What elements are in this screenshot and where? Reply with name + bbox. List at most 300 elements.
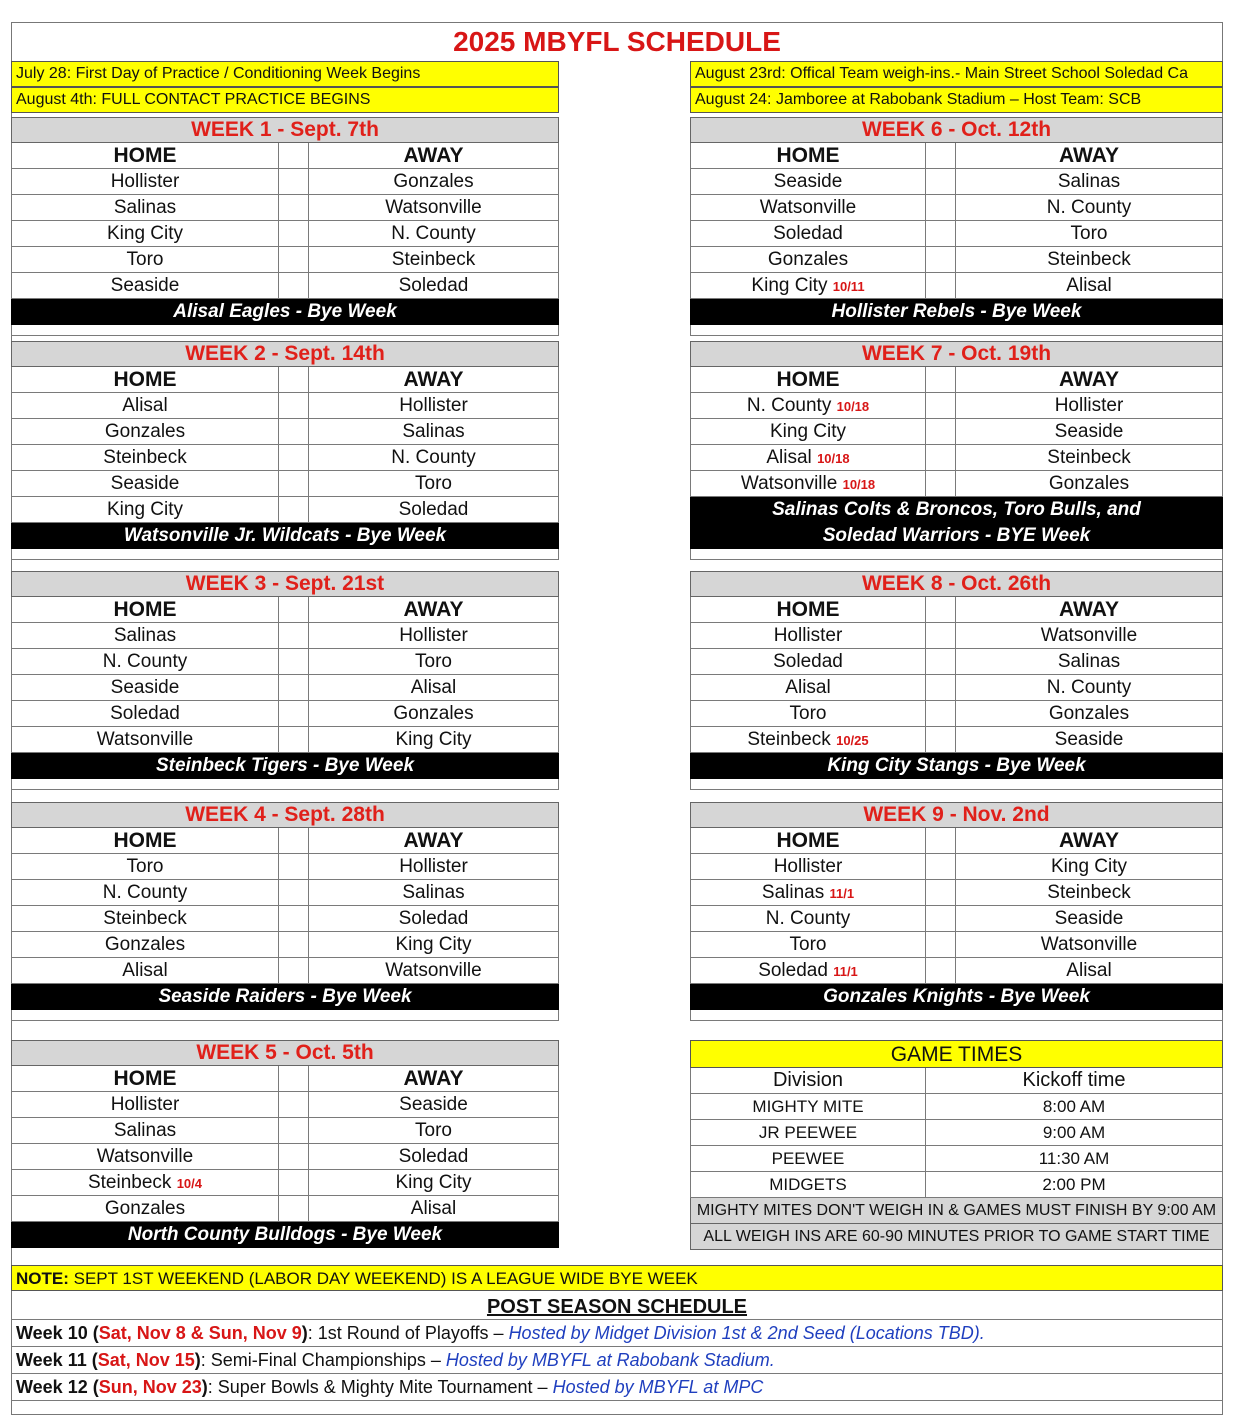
separator-cell: [925, 854, 955, 879]
home-team: [12, 1170, 278, 1195]
home-team: [691, 471, 925, 496]
division-cell: MIGHTY MITE: [752, 1097, 864, 1116]
week-title: WEEK 1 - Sept. 7th: [11, 117, 559, 143]
header-row: [690, 143, 1223, 169]
away-team: N. County: [955, 195, 1222, 220]
table-row: [690, 906, 1223, 932]
game-date-badge: 10/18: [842, 477, 876, 492]
post-season-row: Week 11 (Sat, Nov 15): Semi-Final Championships – Hosted by MBYFL at Rabobank Stadium.: [11, 1347, 1223, 1374]
home-team-name: Soledad: [773, 223, 843, 244]
table-row: [11, 727, 559, 753]
separator-cell: [925, 169, 955, 194]
home-team: [691, 727, 925, 752]
separator-cell: [278, 854, 308, 879]
table-row: [11, 932, 559, 958]
announcement-jamboree: August 24: Jamboree at Rabobank Stadium – Host Team: SCB: [690, 87, 1223, 113]
table-row: [11, 649, 559, 675]
home-team: [691, 649, 925, 674]
week-title: WEEK 9 - Nov. 2nd: [690, 802, 1223, 828]
home-team-name: Watsonville: [96, 729, 194, 750]
kickoff-cell: 2:00 PM: [925, 1172, 1222, 1197]
separator-cell: [925, 367, 955, 392]
post-season-schedule: [11, 1293, 1223, 1401]
week-8-table: [690, 571, 1223, 790]
table-row: [11, 221, 559, 247]
separator-cell: [278, 1170, 308, 1195]
home-team: [691, 623, 925, 648]
home-team-name: N. County: [765, 908, 851, 929]
table-row: [11, 195, 559, 221]
away-team: Alisal: [308, 675, 558, 700]
home-team-name: Steinbeck: [103, 447, 187, 468]
away-team: King City: [308, 1170, 558, 1195]
separator-cell: [278, 701, 308, 726]
header-row: [690, 367, 1223, 393]
separator-cell: [925, 906, 955, 931]
home-team: [12, 880, 278, 905]
home-team-name: Steinbeck: [87, 1172, 172, 1193]
home-team-name: Salinas: [761, 882, 825, 903]
table-row: [11, 906, 559, 932]
home-team: [12, 932, 278, 957]
away-header: AWAY: [955, 367, 1222, 392]
separator-cell: [925, 419, 955, 444]
bye-week-banner: Steinbeck Tigers - Bye Week: [11, 753, 559, 779]
home-header: HOME: [776, 829, 840, 852]
header-row: [690, 597, 1223, 623]
home-team: [691, 247, 925, 272]
kickoff-cell: 9:00 AM: [925, 1120, 1222, 1145]
table-row: [690, 1146, 1223, 1172]
page-title: 2025 MBYFL SCHEDULE: [453, 26, 781, 57]
home-team-name: Watsonville: [759, 197, 857, 218]
week-title: WEEK 8 - Oct. 26th: [690, 571, 1223, 597]
home-team: [691, 906, 925, 931]
table-row: [11, 445, 559, 471]
home-team: [12, 906, 278, 931]
home-team-name: King City: [106, 223, 184, 244]
away-team: Toro: [955, 221, 1222, 246]
home-team: [691, 445, 925, 470]
separator-cell: [925, 675, 955, 700]
home-team-name: Gonzales: [104, 934, 186, 955]
separator-cell: [925, 195, 955, 220]
away-team: Steinbeck: [308, 247, 558, 272]
away-team: Gonzales: [308, 701, 558, 726]
week-spacer: [11, 325, 559, 336]
week-3-table: [11, 571, 559, 790]
away-header: AWAY: [308, 367, 558, 392]
separator-cell: [925, 701, 955, 726]
separator-cell: [278, 445, 308, 470]
header-row: [690, 828, 1223, 854]
home-team: [12, 169, 278, 194]
home-team: [691, 169, 925, 194]
separator-cell: [925, 623, 955, 648]
home-team-name: Gonzales: [104, 1198, 186, 1219]
game-date-badge: 11/1: [833, 964, 858, 979]
separator-cell: [278, 623, 308, 648]
bye-week-line: Salinas Colts & Broncos, Toro Bulls, and: [772, 499, 1141, 520]
week-2-table: [11, 341, 559, 560]
home-team: [12, 497, 278, 522]
home-team: [691, 273, 925, 298]
home-team: [12, 419, 278, 444]
week-1-table: [11, 117, 559, 336]
separator-cell: [278, 143, 308, 168]
home-team: [691, 854, 925, 879]
home-team-name: Seaside: [110, 275, 180, 296]
separator-cell: [278, 1196, 308, 1221]
table-row: [690, 393, 1223, 419]
post-event: : Super Bowls & Mighty Mite Tournament –: [207, 1377, 553, 1397]
separator-cell: [278, 597, 308, 622]
away-team: Hollister: [955, 393, 1222, 418]
away-team: Gonzales: [308, 169, 558, 194]
home-team: [691, 393, 925, 418]
separator-cell: [925, 471, 955, 496]
away-header: AWAY: [308, 597, 558, 622]
week-spacer: [690, 325, 1223, 336]
bye-week-banner: Gonzales Knights - Bye Week: [690, 984, 1223, 1010]
away-team: Soledad: [308, 497, 558, 522]
home-team-name: Hollister: [110, 1094, 180, 1115]
separator-cell: [925, 932, 955, 957]
header-row: [11, 143, 559, 169]
away-team: N. County: [308, 445, 558, 470]
post-host: Hosted by MBYFL at MPC: [552, 1377, 764, 1397]
separator-cell: [278, 1118, 308, 1143]
announcement-full-contact: August 4th: FULL CONTACT PRACTICE BEGINS: [11, 87, 559, 113]
table-row: [11, 497, 559, 523]
home-team-name: N. County: [746, 395, 832, 416]
game-date-badge: 10/4: [176, 1176, 203, 1191]
away-team: Salinas: [308, 880, 558, 905]
away-team: Soledad: [308, 273, 558, 298]
game-times-note: ALL WEIGH INS ARE 60-90 MINUTES PRIOR TO GAME START TIME: [690, 1224, 1223, 1250]
bye-week-line: Soledad Warriors - BYE Week: [822, 525, 1091, 546]
week-spacer: [690, 1010, 1223, 1021]
post-week: Week 12: [16, 1377, 88, 1397]
game-times-note: MIGHTY MITES DON'T WEIGH IN & GAMES MUST FINISH BY 9:00 AM: [690, 1198, 1223, 1224]
home-team-name: Alisal: [785, 677, 831, 698]
bye-week-banner: [690, 497, 1223, 549]
home-team: [12, 1144, 278, 1169]
home-team: [12, 273, 278, 298]
league-note: [11, 1265, 1223, 1291]
away-team: Hollister: [308, 854, 558, 879]
kickoff-cell: 8:00 AM: [925, 1094, 1222, 1119]
week-spacer: [11, 1010, 559, 1021]
division-cell: JR PEEWEE: [758, 1123, 858, 1142]
home-team-name: Steinbeck: [103, 908, 187, 929]
away-team: Gonzales: [955, 701, 1222, 726]
post-event: : Semi-Final Championships –: [200, 1350, 446, 1370]
table-row: [690, 649, 1223, 675]
separator-cell: [925, 445, 955, 470]
separator-cell: [925, 221, 955, 246]
note-label: NOTE:: [16, 1269, 69, 1288]
home-team-name: Salinas: [113, 625, 177, 646]
division-cell: PEEWEE: [771, 1149, 845, 1168]
table-row: [11, 1144, 559, 1170]
separator-cell: [278, 649, 308, 674]
separator-cell: [278, 247, 308, 272]
away-team: Watsonville: [955, 932, 1222, 957]
bye-week-banner: Alisal Eagles - Bye Week: [11, 299, 559, 325]
home-team-name: Soledad: [773, 651, 843, 672]
table-row: [690, 727, 1223, 753]
away-team: Salinas: [308, 419, 558, 444]
home-team: [691, 958, 925, 983]
kickoff-cell: 11:30 AM: [925, 1146, 1222, 1171]
home-team: [12, 247, 278, 272]
table-row: [690, 1172, 1223, 1198]
home-team-name: Hollister: [773, 856, 843, 877]
table-row: [11, 393, 559, 419]
home-team: [12, 445, 278, 470]
home-team-name: Soledad: [110, 703, 180, 724]
separator-cell: [278, 471, 308, 496]
away-team: Toro: [308, 471, 558, 496]
table-row: [690, 247, 1223, 273]
header-row: [11, 597, 559, 623]
header-row: [11, 1066, 559, 1092]
away-team: Soledad: [308, 906, 558, 931]
game-date-badge: 10/11: [832, 279, 865, 294]
home-team: [691, 221, 925, 246]
away-team: Hollister: [308, 623, 558, 648]
separator-cell: [278, 727, 308, 752]
table-row: [690, 471, 1223, 497]
post-season-row: Week 10 (Sat, Nov 8 & Sun, Nov 9): 1st Round of Playoffs – Hosted by Midget Division 1st & 2nd Seed (Locations TBD).: [11, 1320, 1223, 1347]
table-row: [11, 701, 559, 727]
away-team: Steinbeck: [955, 445, 1222, 470]
separator-cell: [278, 221, 308, 246]
home-team-name: N. County: [102, 651, 188, 672]
home-team: [12, 675, 278, 700]
header-row: [11, 828, 559, 854]
home-team: [12, 727, 278, 752]
away-team: Watsonville: [308, 195, 558, 220]
separator-cell: [278, 906, 308, 931]
table-row: [11, 880, 559, 906]
post-dates: Sat, Nov 8 & Sun, Nov 9: [98, 1323, 302, 1343]
away-team: Alisal: [308, 1196, 558, 1221]
home-team-name: Toro: [789, 934, 827, 955]
table-row: [11, 273, 559, 299]
home-team-name: Alisal: [122, 395, 168, 416]
home-team: [691, 419, 925, 444]
week-5-table: [11, 1040, 559, 1248]
separator-cell: [278, 273, 308, 298]
post-event: : 1st Round of Playoffs –: [307, 1323, 509, 1343]
separator-cell: [925, 273, 955, 298]
away-header: AWAY: [955, 597, 1222, 622]
week-4-table: [11, 802, 559, 1021]
home-header: HOME: [776, 144, 840, 167]
table-row: [11, 1118, 559, 1144]
home-team: [691, 195, 925, 220]
away-team: Hollister: [308, 393, 558, 418]
table-row: [11, 247, 559, 273]
division-cell: MIDGETS: [769, 1175, 847, 1194]
separator-cell: [278, 1144, 308, 1169]
home-team: [12, 701, 278, 726]
week-spacer: [690, 779, 1223, 790]
away-team: King City: [955, 854, 1222, 879]
game-date-badge: 10/18: [817, 451, 850, 466]
separator-cell: [278, 195, 308, 220]
away-team: King City: [308, 932, 558, 957]
table-row: [11, 675, 559, 701]
home-header: HOME: [776, 368, 840, 391]
table-row: [690, 880, 1223, 906]
home-team-name: Toro: [789, 703, 827, 724]
away-team: Salinas: [955, 169, 1222, 194]
table-row: [690, 221, 1223, 247]
announcement-practice-start: July 28: First Day of Practice / Conditioning Week Begins: [11, 61, 559, 87]
home-team-name: King City: [769, 421, 847, 442]
separator-cell: [925, 958, 955, 983]
away-header: AWAY: [308, 828, 558, 853]
away-team: Soledad: [308, 1144, 558, 1169]
table-row: [690, 195, 1223, 221]
week-6-table: [690, 117, 1223, 336]
table-row: [690, 1094, 1223, 1120]
game-date-badge: 11/1: [829, 886, 855, 901]
week-spacer: [11, 779, 559, 790]
separator-cell: [925, 880, 955, 905]
separator-cell: [278, 497, 308, 522]
separator-cell: [925, 727, 955, 752]
separator-cell: [278, 393, 308, 418]
bye-week-banner: King City Stangs - Bye Week: [690, 753, 1223, 779]
home-team: [12, 1118, 278, 1143]
home-team-name: King City: [106, 499, 184, 520]
table-row: [690, 932, 1223, 958]
separator-cell: [278, 958, 308, 983]
home-team: [12, 623, 278, 648]
home-header: HOME: [113, 829, 177, 852]
home-team: [12, 958, 278, 983]
header-row: [11, 367, 559, 393]
table-row: [11, 1092, 559, 1118]
home-team: [12, 471, 278, 496]
table-row: [690, 419, 1223, 445]
away-team: Seaside: [955, 906, 1222, 931]
table-row: [690, 623, 1223, 649]
post-week: Week 11: [16, 1350, 87, 1370]
home-team-name: Alisal: [766, 447, 812, 468]
home-team: [12, 1196, 278, 1221]
home-team: [691, 701, 925, 726]
home-team-name: Watsonville: [96, 1146, 194, 1167]
week-spacer: [690, 549, 1223, 560]
home-team-name: Toro: [126, 856, 164, 877]
away-team: N. County: [308, 221, 558, 246]
away-team: Seaside: [955, 727, 1222, 752]
home-team-name: Steinbeck: [747, 729, 831, 750]
bye-week-banner: Seaside Raiders - Bye Week: [11, 984, 559, 1010]
table-row: [690, 273, 1223, 299]
separator-cell: [278, 419, 308, 444]
post-season-title: POST SEASON SCHEDULE: [11, 1293, 1223, 1320]
table-row: [690, 854, 1223, 880]
table-row: [11, 1170, 559, 1196]
home-team-name: Salinas: [113, 1120, 177, 1141]
table-row: [11, 1196, 559, 1222]
week-title: WEEK 2 - Sept. 14th: [11, 341, 559, 367]
separator-cell: [278, 675, 308, 700]
separator-cell: [278, 169, 308, 194]
home-header: HOME: [776, 598, 840, 621]
home-header: HOME: [113, 1067, 177, 1090]
home-team: [12, 1092, 278, 1117]
week-title: WEEK 3 - Sept. 21st: [11, 571, 559, 597]
home-team-name: Alisal: [122, 960, 168, 981]
separator-cell: [925, 247, 955, 272]
table-row: [11, 623, 559, 649]
separator-cell: [278, 828, 308, 853]
home-team: [12, 393, 278, 418]
away-team: Toro: [308, 649, 558, 674]
week-7-table: [690, 341, 1223, 560]
home-team-name: Toro: [126, 249, 164, 270]
table-row: [690, 675, 1223, 701]
home-team-name: Gonzales: [104, 421, 186, 442]
away-team: Toro: [308, 1118, 558, 1143]
table-row: [690, 445, 1223, 471]
week-spacer: [11, 549, 559, 560]
bye-week-banner: Watsonville Jr. Wildcats - Bye Week: [11, 523, 559, 549]
post-host: Hosted by Midget Division 1st & 2nd Seed (Locations TBD).: [508, 1323, 985, 1343]
separator-cell: [278, 880, 308, 905]
home-team-name: Hollister: [110, 171, 180, 192]
away-team: Salinas: [955, 649, 1222, 674]
separator-cell: [278, 1092, 308, 1117]
home-team-name: King City: [751, 275, 828, 296]
home-team-name: Salinas: [113, 197, 177, 218]
separator-cell: [278, 932, 308, 957]
away-team: Alisal: [955, 273, 1222, 298]
post-dates: Sat, Nov 15: [97, 1350, 195, 1370]
separator-cell: [925, 649, 955, 674]
home-team: [691, 675, 925, 700]
away-team: Steinbeck: [955, 880, 1222, 905]
home-header: HOME: [113, 598, 177, 621]
table-row: [690, 1120, 1223, 1146]
home-team-name: Seaside: [110, 677, 180, 698]
bye-week-banner: Hollister Rebels - Bye Week: [690, 299, 1223, 325]
separator-cell: [925, 393, 955, 418]
week-title: WEEK 5 - Oct. 5th: [11, 1040, 559, 1066]
home-team-name: Hollister: [773, 625, 843, 646]
game-times-title: GAME TIMES: [690, 1040, 1223, 1068]
table-row: [690, 701, 1223, 727]
away-header: AWAY: [955, 828, 1222, 853]
home-team: [12, 854, 278, 879]
post-dates: Sun, Nov 23: [98, 1377, 202, 1397]
away-header: AWAY: [308, 1066, 558, 1091]
home-header: HOME: [113, 144, 177, 167]
away-team: Watsonville: [308, 958, 558, 983]
week-title: WEEK 7 - Oct. 19th: [690, 341, 1223, 367]
home-team: [12, 195, 278, 220]
week-9-table: [690, 802, 1223, 1021]
post-week: Week 10: [16, 1323, 88, 1343]
away-team: King City: [308, 727, 558, 752]
